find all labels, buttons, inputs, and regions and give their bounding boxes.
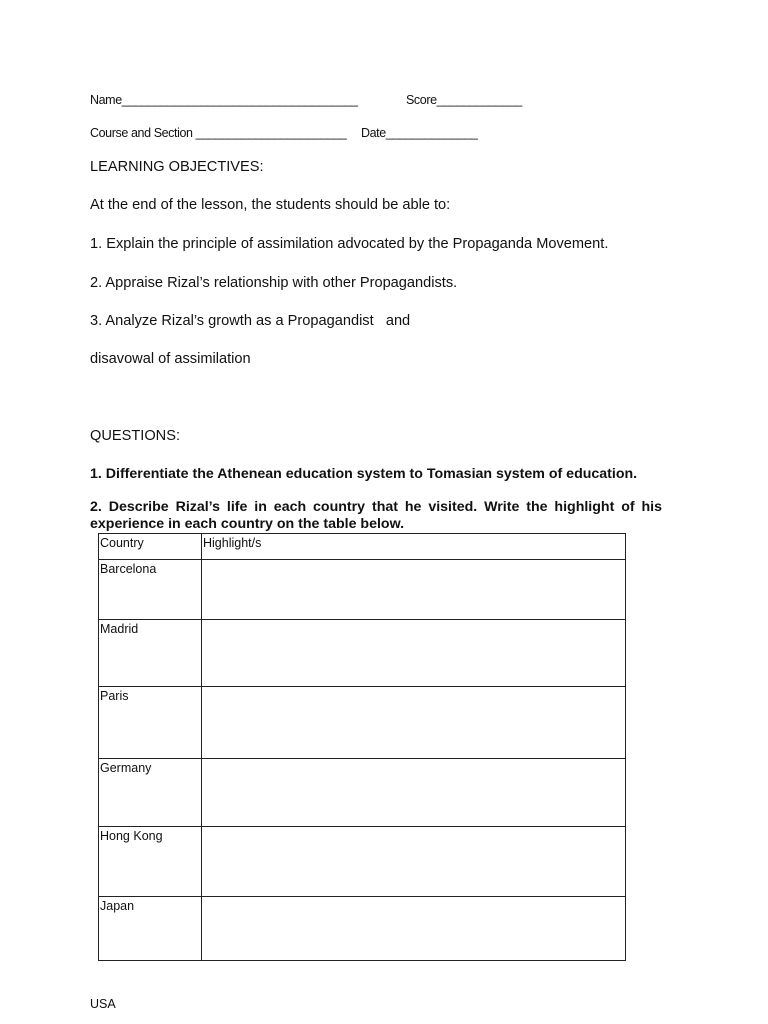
highlight-cell[interactable]: [202, 560, 626, 620]
table-row: [99, 687, 626, 759]
score-field: Score_____________: [406, 93, 522, 107]
name-field: Name____________________________________: [90, 93, 358, 107]
table-row: [99, 759, 626, 827]
question-1: 1. Differentiate the Athenean education system to Tomasian system of education.: [90, 466, 638, 482]
objective-item: 2. Appraise Rizal’s relationship with other Propagandists.: [90, 275, 458, 291]
country-cell: Germany: [99, 759, 202, 827]
country-cell: Hong Kong: [99, 827, 202, 897]
objective-item-continuation: disavowal of assimilation: [90, 351, 251, 367]
highlight-cell[interactable]: [202, 759, 626, 827]
column-header-country: Country: [99, 534, 202, 560]
question-2: 2. Describe Rizal’s life in each country that he visited. Write the highlight of his experience in each country on the table below.: [90, 499, 662, 532]
country-cell: Japan: [99, 897, 202, 961]
highlight-cell[interactable]: [202, 687, 626, 759]
learning-objectives-heading: LEARNING OBJECTIVES:: [90, 159, 264, 175]
highlights-table: [98, 533, 626, 961]
table-header-row: [99, 534, 626, 560]
table-row: [99, 620, 626, 687]
trailing-country-label: USA: [90, 997, 116, 1011]
objective-item: 1. Explain the principle of assimilation advocated by the Propaganda Movement.: [90, 236, 609, 252]
highlight-cell[interactable]: [202, 827, 626, 897]
country-cell: Paris: [99, 687, 202, 759]
questions-heading: QUESTIONS:: [90, 428, 181, 444]
objectives-intro: At the end of the lesson, the students should be able to:: [90, 197, 451, 213]
date-field: Date______________: [361, 126, 478, 140]
table-row: [99, 560, 626, 620]
course-section-field: Course and Section _______________________: [90, 126, 347, 140]
table-row: [99, 897, 626, 961]
objective-item: 3. Analyze Rizal’s growth as a Propagandist and: [90, 313, 411, 329]
column-header-highlights: Highlight/s: [202, 534, 626, 560]
country-cell: Madrid: [99, 620, 202, 687]
table-row: [99, 827, 626, 897]
country-cell: Barcelona: [99, 560, 202, 620]
highlight-cell[interactable]: [202, 620, 626, 687]
highlight-cell[interactable]: [202, 897, 626, 961]
